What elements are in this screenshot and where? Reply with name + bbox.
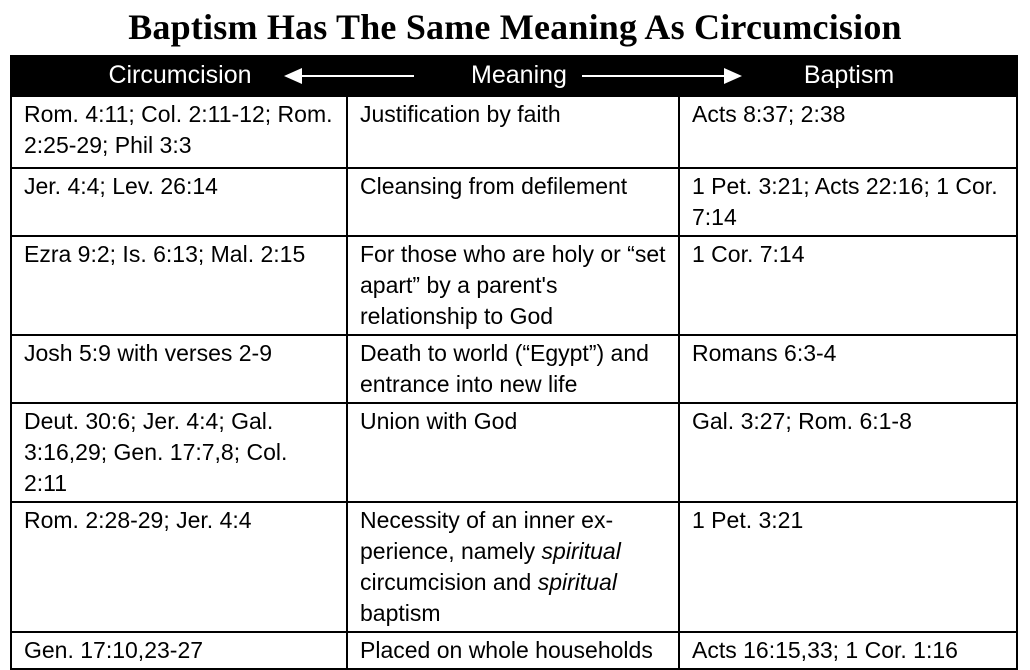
circumcision-cell: Jer. 4:4; Lev. 26:14 xyxy=(11,168,347,236)
circumcision-cell: Gen. 17:10,23-27 xyxy=(11,632,347,669)
comparison-table xyxy=(10,55,1018,670)
table-row xyxy=(11,403,1017,502)
meaning-cell: Justification by faith xyxy=(347,96,679,168)
baptism-cell: Acts 16:15,33; 1 Cor. 1:16 xyxy=(679,632,1017,669)
baptism-cell: Acts 8:37; 2:38 xyxy=(679,96,1017,168)
header-circumcision: Circumcision xyxy=(108,61,252,89)
circumcision-cell: Deut. 30:6; Jer. 4:4; Gal. 3:16,29; Gen. 17:7,8; Col. 2:11 xyxy=(11,403,347,502)
meaning-cell: For those who are holy or “set apart” by a parent's relationship to God xyxy=(347,236,679,335)
circumcision-cell: Rom. 4:11; Col. 2:11-12; Rom. 2:25-29; Phil 3:3 xyxy=(11,96,347,168)
meaning-text-part: baptism xyxy=(360,600,441,626)
baptism-cell: 1 Cor. 7:14 xyxy=(679,236,1017,335)
meaning-text-part: circumcision and xyxy=(360,569,538,595)
table-header-row xyxy=(11,56,1017,96)
meaning-text-emphasis: spiritual xyxy=(537,569,617,595)
circumcision-cell: Ezra 9:2; Is. 6:13; Mal. 2:15 xyxy=(11,236,347,335)
meaning-cell: Cleansing from defilement xyxy=(347,168,679,236)
table-row xyxy=(11,502,1017,632)
baptism-cell: Romans 6:3-4 xyxy=(679,335,1017,403)
table-row xyxy=(11,632,1017,669)
header-meaning: Meaning xyxy=(471,61,567,89)
table-row xyxy=(11,168,1017,236)
meaning-cell: Union with God xyxy=(347,403,679,502)
circumcision-cell: Josh 5:9 with verses 2-9 xyxy=(11,335,347,403)
table-header xyxy=(11,56,1017,96)
circumcision-cell: Rom. 2:28-29; Jer. 4:4 xyxy=(11,502,347,632)
table-row xyxy=(11,335,1017,403)
header-baptism: Baptism xyxy=(803,61,895,89)
meaning-text-emphasis: spiritual xyxy=(541,538,621,564)
table-row xyxy=(11,96,1017,168)
table-row xyxy=(11,236,1017,335)
meaning-text-part: Necessity of an inner ex-perience, namely xyxy=(360,507,614,564)
baptism-cell: Gal. 3:27; Rom. 6:1-8 xyxy=(679,403,1017,502)
meaning-cell: Death to world (“Egypt”) and entrance into new life xyxy=(347,335,679,403)
baptism-cell: 1 Pet. 3:21; Acts 22:16; 1 Cor. 7:14 xyxy=(679,168,1017,236)
baptism-cell: 1 Pet. 3:21 xyxy=(679,502,1017,632)
arrow-left-shaft xyxy=(300,75,414,77)
meaning-cell xyxy=(347,502,679,632)
page-title: Baptism Has The Same Meaning As Circumcision xyxy=(128,7,902,47)
meaning-cell: Placed on whole households xyxy=(347,632,679,669)
